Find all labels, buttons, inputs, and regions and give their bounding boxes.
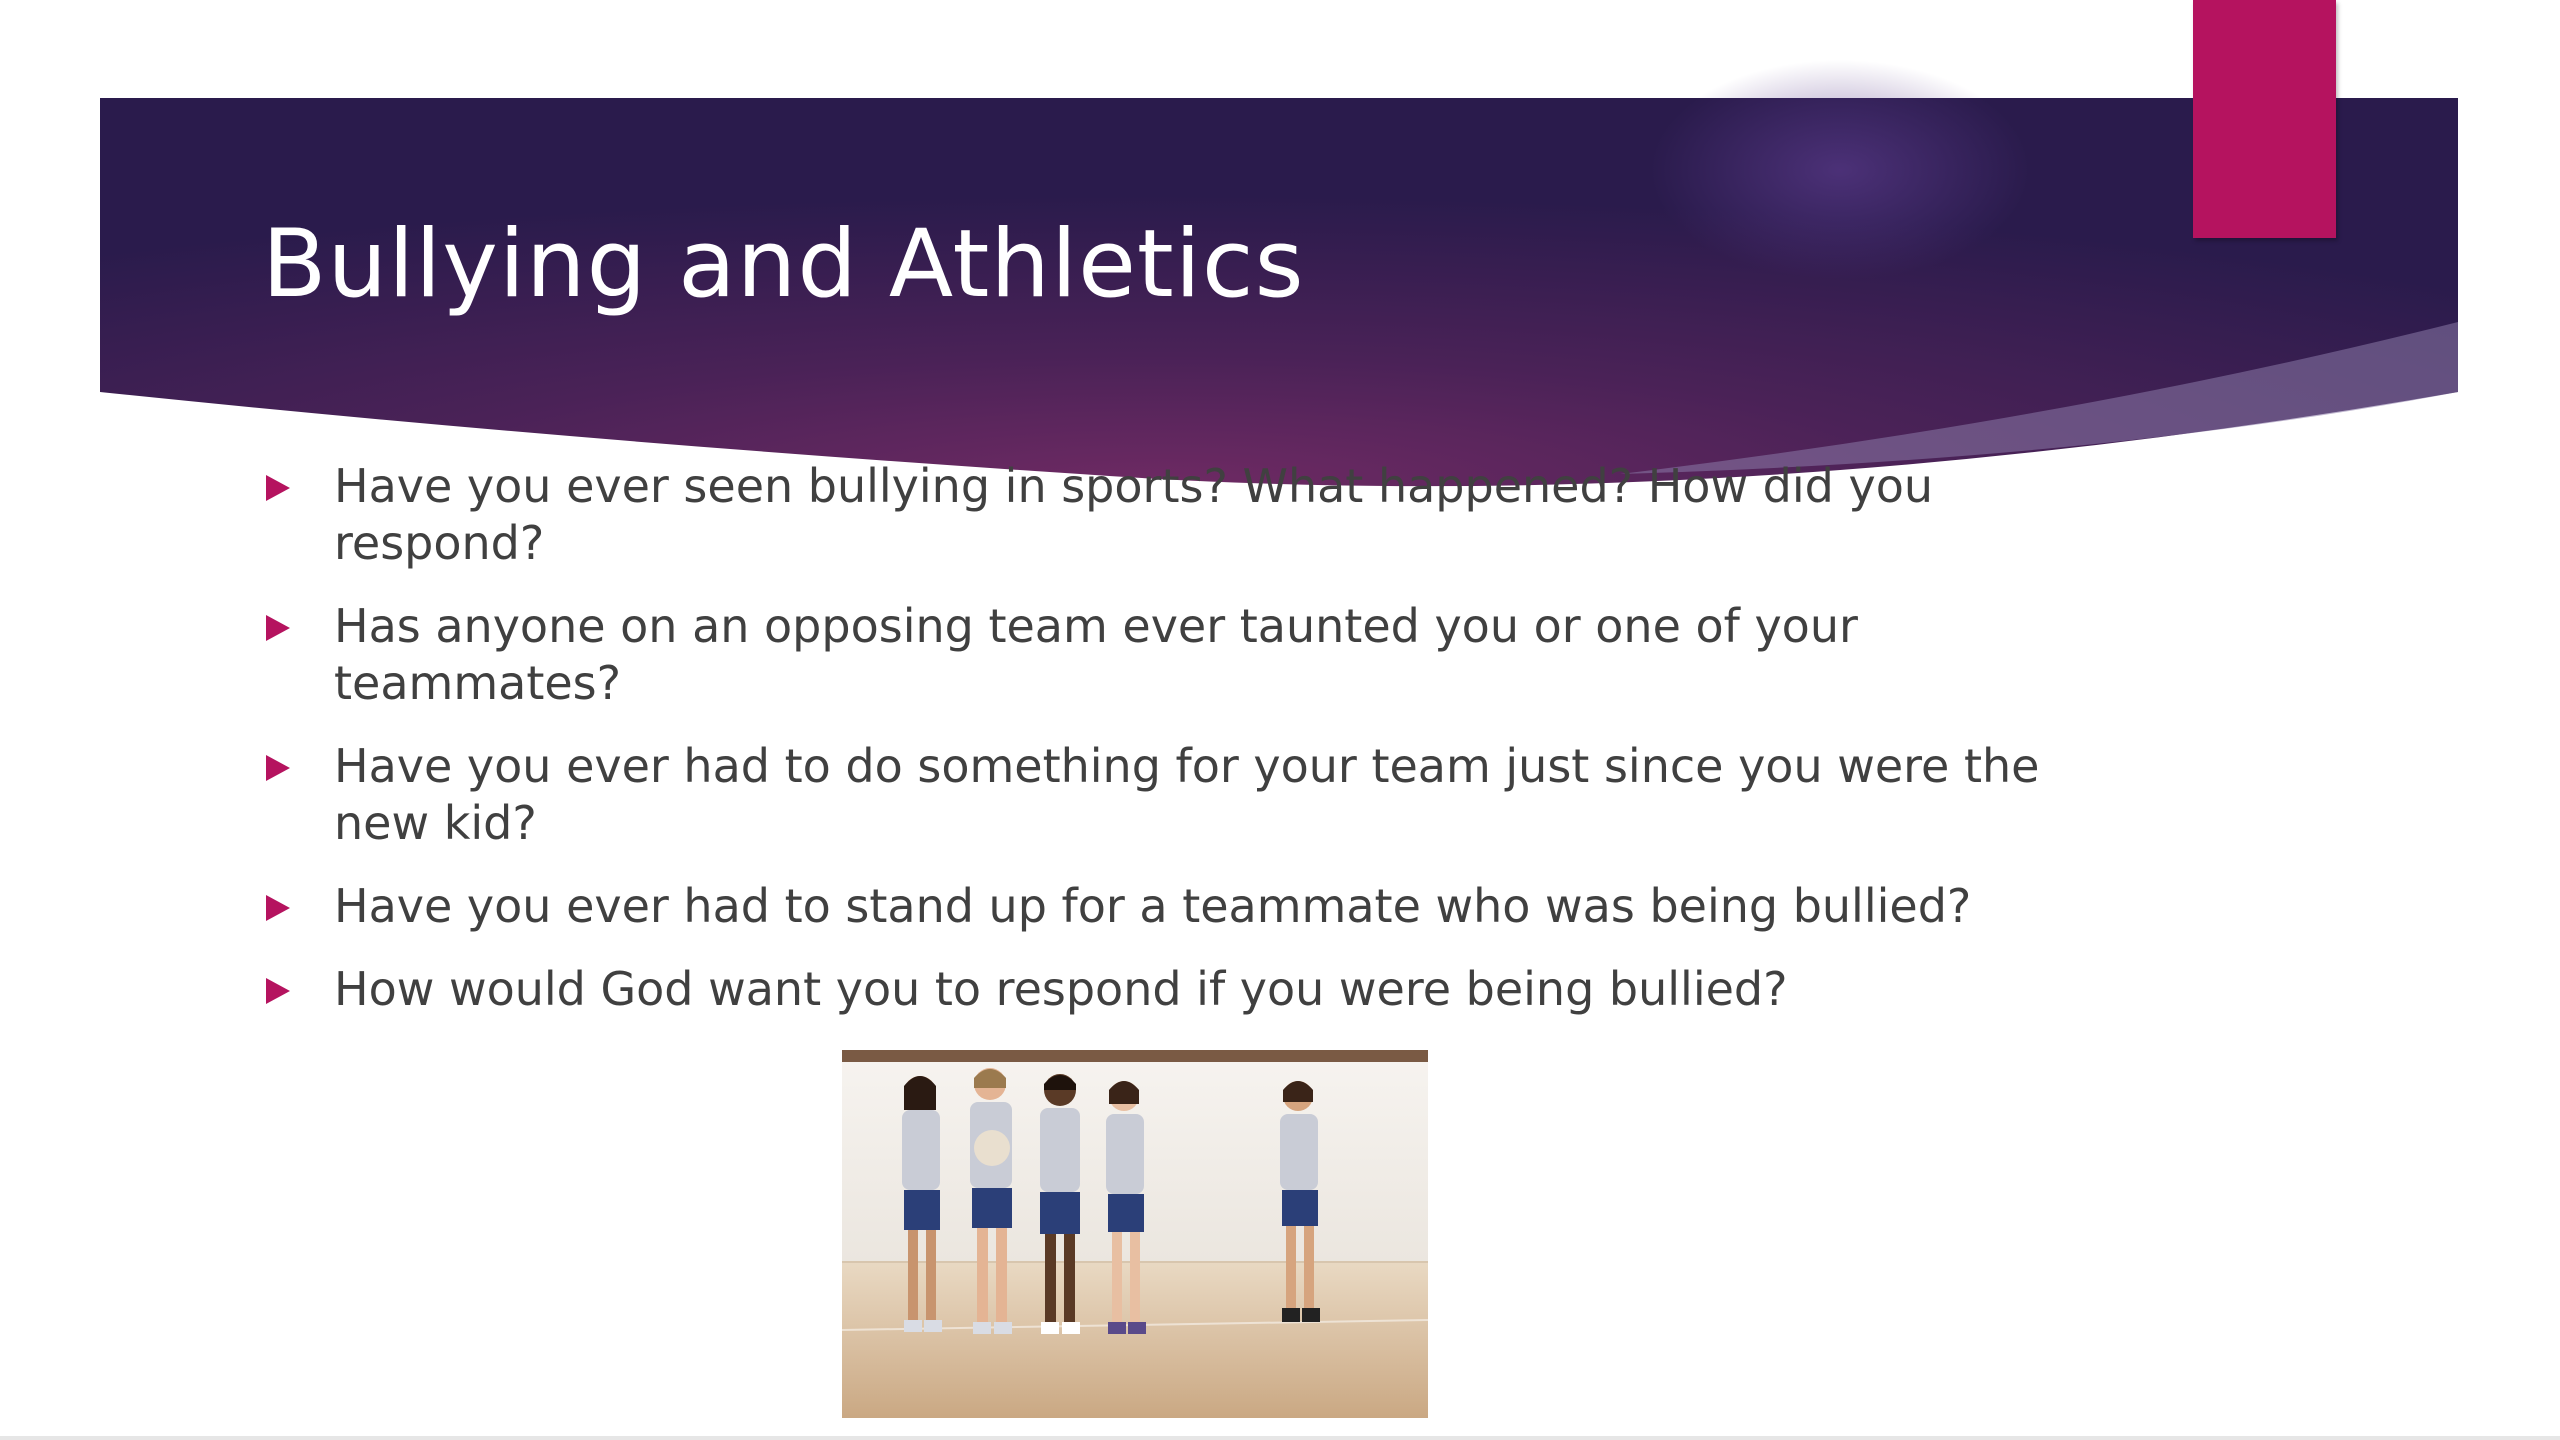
- bullet-item: [262, 878, 2122, 935]
- bullet-text: How would God want you to respond if you were being bullied?: [334, 962, 1788, 1016]
- bullet-item: [262, 458, 2122, 572]
- accent-tab: [2193, 0, 2336, 238]
- triangle-bullet-icon: [266, 475, 290, 501]
- slide-title: Bullying and Athletics: [262, 210, 1305, 319]
- athletes-photo: [842, 1030, 1428, 1418]
- bullet-text: Have you ever seen bullying in sports? What happened? How did you respond?: [334, 459, 1933, 570]
- bullet-text: Have you ever had to stand up for a teammate who was being bullied?: [334, 879, 1972, 933]
- bullet-item: [262, 961, 2122, 1018]
- triangle-bullet-icon: [266, 755, 290, 781]
- bottom-rule: [0, 1436, 2560, 1440]
- athletes-illustration: [842, 1030, 1428, 1418]
- triangle-bullet-icon: [266, 615, 290, 641]
- bullet-item: [262, 738, 2122, 852]
- bullet-text: Have you ever had to do something for your team just since you were the new kid?: [334, 739, 2040, 850]
- bullet-list: [262, 458, 2122, 1044]
- triangle-bullet-icon: [266, 895, 290, 921]
- bullet-text: Has anyone on an opposing team ever taunted you or one of your teammates?: [334, 599, 1858, 710]
- triangle-bullet-icon: [266, 978, 290, 1004]
- bullet-item: [262, 598, 2122, 712]
